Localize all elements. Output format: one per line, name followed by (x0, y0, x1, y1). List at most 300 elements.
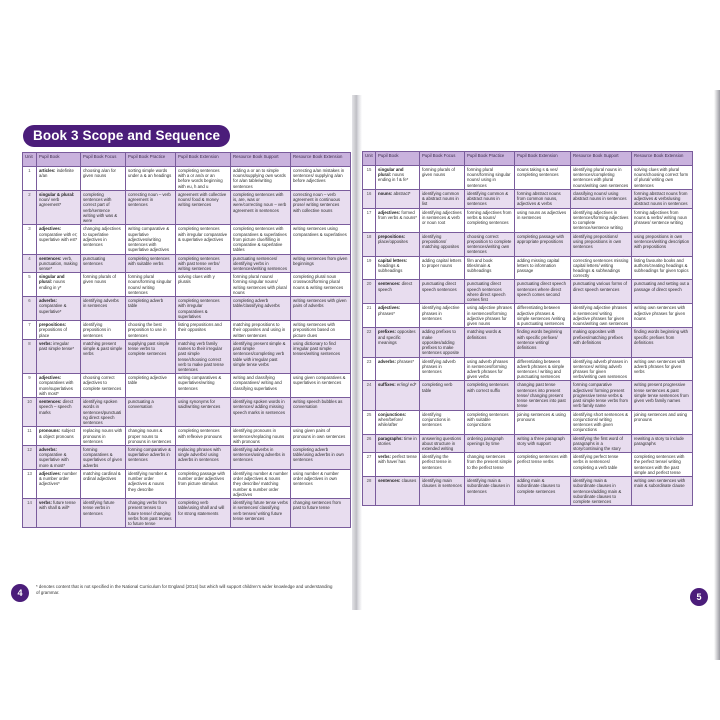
cell-rb-support: identifying adverbs in sentences/using adverbs in sentences (231, 446, 291, 470)
cell-extension: completing sentences with irregular comparatives & superlatives (176, 297, 231, 321)
topic-label: prepositions: (39, 322, 67, 328)
cell-unit: 12 (23, 446, 37, 470)
cell-rb-extension: using number & number order adjectives in own sentences (291, 469, 351, 498)
cell-pupil-book (376, 453, 420, 477)
cell-extension: replacing phrases with single adverbs/ using adverbs in sentences (176, 446, 231, 470)
col-header-rb-support: Resource Book Support (231, 153, 291, 167)
cell-rb-support: identifying adjectives in sentences/forming adjectives to complete sentence/sentence writing (571, 208, 632, 232)
cell-rb-support: forming comparative adjectives/ forming present progressive tense verbs & past simple tense verbs from verb family name (571, 381, 632, 410)
cell-unit: 24 (363, 381, 376, 410)
table-row (363, 453, 693, 477)
topic-label: adjectives: (39, 375, 62, 381)
cell-pupil-book (37, 321, 81, 340)
cell-unit: 20 (363, 280, 376, 304)
cell-pupil-book (376, 304, 420, 328)
cell-rb-extension: writing speech bubbles as conversation (291, 398, 351, 427)
cell-extension: differentiating between adjective phrases & simple sentences /writing & punctuating sentences (515, 304, 571, 328)
page-title: Book 3 Scope and Sequence (23, 125, 230, 147)
topic-detail: comparative with er; superlative with est* (39, 231, 78, 242)
cell-practice: choosing the best preposition to use in sentences (126, 321, 176, 340)
cell-extension: completing sentences with past tense verbs/ writing sentences (176, 254, 231, 273)
cell-extension: completing sentences with a or an/a or an before words beginning with eu, h and u (176, 167, 231, 191)
topic-detail: clauses (401, 478, 417, 484)
cell-pupil-book (37, 374, 81, 398)
footnote: * denotes content that is not specified in the National Curriculum for England (2014) but which will support children's wider knowledge and understanding of grammar. (36, 584, 333, 595)
cell-pupil-book (376, 280, 420, 304)
table-row (23, 190, 351, 224)
table-row (363, 256, 693, 280)
cell-practice: matching words & definitions (465, 328, 515, 357)
col-header-extension: Pupil Book Extension (176, 153, 231, 167)
topic-label: verbs: (39, 500, 52, 506)
cell-rb-extension: writing sentences with prepositions based on picture clues (291, 321, 351, 340)
col-header-practice: Pupil Book Practice (465, 152, 515, 166)
topic-label: articles: (39, 168, 56, 173)
cell-practice: changing sentences from the present simple to the perfect tense (465, 453, 515, 477)
cell-rb-support: identifying number & number order adjectives & nouns they describe/ matching number & number order adjectives (231, 469, 291, 498)
cell-unit: 14 (23, 499, 37, 528)
topic-detail: direct speech (378, 281, 413, 292)
cell-rb-support: identifying short sentences & conjunctions/ writing sentences with given conjunctions (571, 410, 632, 434)
cell-rb-extension: listing favourite books and authors/creating headings & subheadings for given topics (632, 256, 693, 280)
topic-label: paragraphs: (378, 435, 403, 441)
topic-detail: prepositions of place (39, 327, 67, 338)
table-row (23, 469, 351, 498)
cell-pupil-book (37, 273, 81, 297)
cell-focus: adding prefixes to make opposites/adding prefixes to make sentences opposite (420, 328, 465, 357)
cell-rb-support: classifying nouns/ using abstract nouns in sentences (571, 189, 632, 208)
cell-rb-extension: using given pairs of pronouns in own sentences (291, 427, 351, 446)
cell-extension: matching verb family names to their irregular past simple tense/choosing correct verb to make past tense sentences (176, 339, 231, 373)
cell-focus: changing adjectives to superlative adjectives in sentences (81, 225, 126, 254)
cell-rb-support: identifying main & subordinate clauses in sentences/adding main & subordinate clauses to complete sentences (571, 477, 632, 506)
cell-unit: 4 (23, 254, 37, 273)
cell-focus: replacing nouns with pronouns in sentences (81, 427, 126, 446)
topic-detail: phrases* (397, 358, 415, 364)
cell-pupil-book (376, 477, 420, 506)
cell-pupil-book (376, 357, 420, 381)
cell-rb-extension: finding words beginning with specific prefixes from definitions (632, 328, 693, 357)
topic-detail: direct speech – speech marks (39, 399, 74, 415)
cell-rb-support: identifying perfect tense verbs in sentences/ completing a verb table (571, 453, 632, 477)
cell-rb-support: completing adverb table/classifying adverbs (231, 297, 291, 321)
cell-extension: completing sentences with perfect tense verbs (515, 453, 571, 477)
table-row (363, 304, 693, 328)
cell-rb-support: identifying adverb phrases in sentences/ writing adverb phrases for given verbs/writing own sentences (571, 357, 632, 381)
topic-detail: place/opposites (378, 238, 408, 244)
table-row (363, 477, 693, 506)
topic-label: adverbs: (39, 298, 57, 304)
cell-pupil-book (37, 339, 81, 373)
cell-focus: identifying prepositions/ matching opposites (420, 232, 465, 256)
cell-focus: identifying the perfect tense in sentences (420, 453, 465, 477)
cell-practice: punctuating a conversation (126, 398, 176, 427)
cell-rb-support: completing sentences with comparatives & superlatives from picture clue/filling in comparative & superlative tables (231, 225, 291, 254)
cell-rb-support: punctuating various forms of direct speech sentences (571, 280, 632, 304)
cell-rb-extension: writing sentences with given pairs of adverbs (291, 297, 351, 321)
cell-practice: forming plural nouns/forming singular nouns/ using in sentences (465, 166, 515, 190)
cell-focus: identifying adjective phrases in sentences (420, 304, 465, 328)
cell-practice: completing sentences with suitable verbs (126, 254, 176, 273)
topic-label: pronouns: (39, 428, 61, 434)
cell-unit: 7 (23, 321, 37, 340)
cell-extension: completing passage with appropriate prepositions (515, 232, 571, 256)
cell-focus: completing verb table (420, 381, 465, 410)
topic-label: verbs: (378, 454, 391, 460)
topic-label: prepositions: (378, 233, 406, 239)
cell-extension: listing prepositions and their opposites (176, 321, 231, 340)
cell-practice: using adverb phrases in sentences/forming adverb phrases for given verbs (465, 357, 515, 381)
cell-extension: writing a three paragraph story with support (515, 434, 571, 453)
cell-unit: 16 (363, 189, 376, 208)
topic-detail: comparatives with more/superlatives with most* (39, 380, 74, 396)
cell-extension: solving clues with y plurals (176, 273, 231, 297)
cell-practice: using adjective phrases in sentences/forming adjective phrases for given nouns (465, 304, 515, 328)
cell-focus: matching present simple & past simple verbs (81, 339, 126, 373)
cell-rb-extension: completing plural noun crossword/forming plural nouns & writing sentences (291, 273, 351, 297)
cell-extension: changing past tense sentences into present tense/ changing present tense sentences into past tense (515, 381, 571, 410)
cell-practice: completing adjective table (126, 374, 176, 398)
cell-practice: forming comparative & superlative adverbs in sentences (126, 446, 176, 470)
cell-unit: 26 (363, 434, 376, 453)
cell-pupil-book (37, 499, 81, 528)
topic-detail: headings & subheadings (378, 262, 403, 273)
cell-rb-extension: solving clues with plural nouns/choosing correct form of plural/ writing own sentences (632, 166, 693, 190)
topic-label: sentences: (39, 255, 62, 261)
col-header-practice: Pupil Book Practice (126, 153, 176, 167)
cell-unit: 6 (23, 297, 37, 321)
cell-extension: punctuating direct speech sentences where direct speech comes second (515, 280, 571, 304)
cell-rb-support: correcting sentences missing capital letters/ writing headings & subheadings correctly (571, 256, 632, 280)
cell-rb-extension: writing own sentences with adverb phrases for given verbs (632, 357, 693, 381)
table-row (363, 328, 693, 357)
topic-label: conjunctions: (378, 411, 407, 417)
cell-focus: identifying main clauses in sentences (420, 477, 465, 506)
cell-pupil-book (37, 297, 81, 321)
cell-pupil-book (37, 427, 81, 446)
cell-extension: nouns taking s & ves/ completing sentences (515, 166, 571, 190)
cell-practice: changing verbs from present tenses to future tense/ changing verbs from past tenses to future tense (126, 499, 176, 528)
cell-rb-extension: writing own sentences with main & subordinate clause (632, 477, 693, 506)
col-header-unit: Unit (23, 153, 37, 167)
topic-detail: formed from verbs & nouns* (378, 209, 417, 220)
topic-label: capital letters: (378, 257, 408, 263)
topic-label: sentences: (39, 399, 62, 405)
cell-extension: writing comparatives & superlatives/writing sentences (176, 374, 231, 398)
scope-table-left (22, 152, 351, 528)
page-edge (714, 90, 720, 660)
table-row (23, 374, 351, 398)
cell-rb-support: making opposites with prefixes/matching prefixes with definitions (571, 328, 632, 357)
cell-extension: agreement with collective nouns/ food & money writing sentences (176, 190, 231, 224)
topic-detail: nouns ending in f & fe* (378, 172, 409, 183)
cell-rb-extension: punctuating and setting out a passage of direct speech (632, 280, 693, 304)
topic-label: suffixes: (378, 382, 396, 388)
cell-focus: identifying adverb phrases in sentences (420, 357, 465, 381)
col-header-focus: Pupil Book Focus (81, 153, 126, 167)
cell-unit: 27 (363, 453, 376, 477)
table-row (363, 166, 693, 190)
topic-label: adjectives: (378, 305, 401, 311)
cell-pupil-book (376, 256, 420, 280)
cell-extension: completing sentences with irregular comparative & superlative adjectives (176, 225, 231, 254)
cell-focus: choosing correct adjectives to complete sentences (81, 374, 126, 398)
cell-rb-extension: using given comparatives & superlatives in sentences (291, 374, 351, 398)
cell-rb-support: forming plural nouns/ forming singular nouns/ writing sentences with plural nouns (231, 273, 291, 297)
cell-practice: identifying main & subordinate clauses in sentences (465, 477, 515, 506)
col-header-unit: Unit (363, 152, 376, 166)
cell-pupil-book (37, 398, 81, 427)
topic-detail: nouns ending in y* (39, 279, 66, 290)
table-row (23, 297, 351, 321)
cell-unit: 1 (23, 167, 37, 191)
cell-rb-support: identifying adjective phrases in sentences/ writing adjective phrases for given nouns/writing own sentences (571, 304, 632, 328)
table-row (363, 434, 693, 453)
topic-label: singular & plural: (39, 191, 75, 197)
cell-extension: differentiating between adverb phrases & simple sentences / writing and punctuating sentences (515, 357, 571, 381)
cell-unit: 15 (363, 166, 376, 190)
cell-unit: 22 (363, 328, 376, 357)
cell-unit: 17 (363, 208, 376, 232)
cell-practice: choosing correct preposition to complete sentences/writing own sentences (465, 232, 515, 256)
cell-practice: changing nouns & proper nouns to pronouns in sentences (126, 427, 176, 446)
topic-label: prefixes: (378, 329, 396, 335)
table-row (23, 499, 351, 528)
topic-label: singular and plural: (378, 167, 404, 178)
cell-unit: 28 (363, 477, 376, 506)
topic-detail: er/ing/ ed* (396, 382, 417, 388)
topic-label: nouns: (378, 190, 393, 196)
table-row (363, 208, 693, 232)
cell-unit: 23 (363, 357, 376, 381)
cell-pupil-book (37, 225, 81, 254)
cell-practice: correcting noun – verb agreement in sentences (126, 190, 176, 224)
table-row (363, 280, 693, 304)
table-row (23, 427, 351, 446)
cell-practice: film and book titles/main & subheadings (465, 256, 515, 280)
cell-unit: 18 (363, 232, 376, 256)
cell-focus: identifying common & abstract nouns in list (420, 189, 465, 208)
topic-label: adverbs: (39, 447, 57, 453)
cell-pupil-book (376, 410, 420, 434)
cell-focus: answering questions about structure in extended writing (420, 434, 465, 453)
cell-focus: identifying adverbs in sentences (81, 297, 126, 321)
topic-label: verbs: (39, 340, 52, 346)
cell-extension: finding words beginning with specific prefixes/ sentence writing/ definitions (515, 328, 571, 357)
cell-focus: identifying future tense verbs in sentences (81, 499, 126, 528)
table-row (23, 273, 351, 297)
table-row (23, 254, 351, 273)
cell-extension: adding missing capital letters to information passage (515, 256, 571, 280)
cell-focus: identifying spoken words in sentences/punctuating direct speech sentences (81, 398, 126, 427)
topic-detail: comparative & superlative with more & most* (39, 452, 69, 468)
topic-detail: abstract* (393, 190, 411, 196)
cell-unit: 19 (363, 256, 376, 280)
table-header-row (23, 153, 351, 167)
cell-rb-extension: changing sentences from past to future tense (291, 499, 351, 528)
topic-detail: perfect tense with have/ has (378, 454, 417, 465)
cell-rb-support: identifying pronouns in sentences/replacing nouns with pronouns (231, 427, 291, 446)
cell-rb-support: identifying the first word of paragraphs in a story/continuing the story (571, 434, 632, 453)
cell-rb-extension: using prepositions in own sentences/writing description with prepositions (632, 232, 693, 256)
cell-rb-extension: writing own sentences with adjective phrases for given nouns (632, 304, 693, 328)
cell-unit: 25 (363, 410, 376, 434)
cell-practice: completing adverb table (126, 297, 176, 321)
topic-detail: verb, punctuation, making sense* (39, 255, 78, 271)
cell-pupil-book (37, 446, 81, 470)
table-row (363, 232, 693, 256)
cell-unit: 10 (23, 398, 37, 427)
cell-unit: 11 (23, 427, 37, 446)
cell-unit: 8 (23, 339, 37, 373)
col-header-pupil-book: Pupil Book (376, 152, 420, 166)
cell-extension: adding main & subordinate clauses to complete sentences (515, 477, 571, 506)
cell-rb-support: identifying spoken words in sentences/ adding missing speech marks in sentences (231, 398, 291, 427)
cell-pupil-book (376, 189, 420, 208)
cell-pupil-book (37, 190, 81, 224)
table-row (363, 357, 693, 381)
cell-rb-support: punctuating sentences/ identifying verbs in sentences/writing sentences (231, 254, 291, 273)
table-row (23, 167, 351, 191)
cell-practice: forming plural nouns/forming singular nouns/ writing sentences (126, 273, 176, 297)
topic-label: sentences: (378, 478, 401, 484)
cell-practice: completing sentences with correct suffix (465, 381, 515, 410)
cell-extension: completing verb table/using shall and will for strong statements (176, 499, 231, 528)
topic-label: adjectives: (378, 209, 401, 215)
table-row (23, 446, 351, 470)
cell-practice: supplying past simple tense verbs to complete sentences (126, 339, 176, 373)
table-row (23, 225, 351, 254)
cell-rb-extension: completing adverb table/using adverbs in own sentences (291, 446, 351, 470)
col-header-rb-extension: Resource Book Extension (632, 152, 693, 166)
cell-unit: 3 (23, 225, 37, 254)
topic-label: adverbs: (378, 358, 396, 364)
table-header-row (363, 152, 693, 166)
cell-rb-extension: completing sentences with the perfect tense/ writing sentences with the past simple and perfect tense (632, 453, 693, 477)
cell-focus: choosing a/an for given nouns (81, 167, 126, 191)
topic-detail: phrases* (378, 310, 395, 316)
cell-practice: writing comparative & superlative adjectives/writing sentences with superlative adjectives (126, 225, 176, 254)
cell-rb-support: adding a or an to simple nouns/supplying own words for a/an table/writing sentences (231, 167, 291, 191)
cell-practice: sorting simple words under a & an headings (126, 167, 176, 191)
cell-rb-support: identifying plural nouns in sentences/completing sentences with plural nouns/writing own sentences (571, 166, 632, 190)
page-number-left: 4 (11, 584, 29, 602)
cell-unit: 2 (23, 190, 37, 224)
cell-practice: forming adjectives from verbs & nouns/ completing sentences (465, 208, 515, 232)
table-row (23, 321, 351, 340)
page-number-right: 5 (690, 588, 708, 606)
cell-pupil-book (376, 232, 420, 256)
cell-extension: using nouns as adjectives in sentences (515, 208, 571, 232)
topic-detail: time in stories (378, 435, 417, 446)
cell-unit: 13 (23, 469, 37, 498)
col-header-rb-support: Resource Book Support (571, 152, 632, 166)
cell-rb-support: identifying present simple & past simple sentences/completing verb table with irregular past simple tense verbs (231, 339, 291, 373)
table-row (23, 398, 351, 427)
topic-label: singular and plural: (39, 274, 65, 285)
cell-rb-extension: forming abstract nouns from adjectives & verbs/using abstract nouns in sentences (632, 189, 693, 208)
cell-focus: punctuating sentences (81, 254, 126, 273)
cell-rb-extension: writing sentences using comparatives & superlatives (291, 225, 351, 254)
topic-detail: indefinite a/an (39, 168, 74, 179)
cell-focus: punctuating direct speech sentences (420, 280, 465, 304)
cell-focus: identifying adjectives in sentences & verb or noun root (420, 208, 465, 232)
cell-practice: identifying common & abstract nouns in sentences (465, 189, 515, 208)
cell-rb-extension: forming adjectives from nouns & verbs/ writing noun phrases/ sentence writing (632, 208, 693, 232)
topic-label: adjectives: (39, 470, 62, 476)
topic-detail: irregular past simple tense* (39, 340, 75, 352)
topic-detail: subject & object pronouns (39, 428, 76, 439)
table-row (363, 189, 693, 208)
cell-focus: matching cardinal & ordinal adjectives (81, 469, 126, 498)
cell-rb-support: identifying future tense verbs in sentences/ classifying verb tenses/ writing future tense sentences (231, 499, 291, 528)
cell-rb-extension: correcting a/an mistakes in sentences/ supplying a/an before adjectives (291, 167, 351, 191)
cell-pupil-book (37, 254, 81, 273)
cell-unit: 21 (363, 304, 376, 328)
cell-pupil-book (37, 469, 81, 498)
cell-practice: identifying number & number order adjectives & nouns they describe (126, 469, 176, 498)
cell-rb-extension: rewriting a story to include paragraphs (632, 434, 693, 453)
cell-rb-extension: writing sentences from given beginnings (291, 254, 351, 273)
topic-detail: opposites and specific meanings (378, 329, 416, 345)
cell-unit: 5 (23, 273, 37, 297)
table-body-right (363, 166, 693, 506)
cell-rb-extension: joining sentences and using pronouns (632, 410, 693, 434)
table-body-left (23, 167, 351, 528)
cell-rb-extension: correcting noun – verb agreement in continuous prose/ writing sentences with collective nouns (291, 190, 351, 224)
cell-rb-support: identifying prepositions/ using prepositions in own sentences (571, 232, 632, 256)
cell-practice: ordering paragraph openings by time (465, 434, 515, 453)
topic-detail: noun/ verb agreement* (39, 197, 62, 208)
cell-practice: completing sentences with suitable conjunctions (465, 410, 515, 434)
cell-rb-extension: using dictionary to find irregular past simple tenses/writing sentences (291, 339, 351, 373)
col-header-pupil-book: Pupil Book (37, 153, 81, 167)
cell-pupil-book (376, 434, 420, 453)
col-header-rb-extension: Resource Book Extension (291, 153, 351, 167)
cell-pupil-book (376, 208, 420, 232)
cell-pupil-book (376, 381, 420, 410)
cell-extension: completing sentences with reflexive pronouns (176, 427, 231, 446)
cell-rb-support: completing sentences with is, are, was or were/correcting noun – verb agreement in sentences (231, 190, 291, 224)
cell-rb-support: writing and classifying comparatives/ writing and classifying superlatives (231, 374, 291, 398)
cell-rb-extension: writing present progressive tense sentences & past simple tense sentences from given verb family names (632, 381, 693, 410)
cell-extension: using synonyms for said/writing sentences (176, 398, 231, 427)
cell-practice: punctuating direct speech sentences where direct speech comes first (465, 280, 515, 304)
topic-detail: number & number order adjectives* (39, 470, 77, 487)
cell-focus: identifying conjunctions in sentences (420, 410, 465, 434)
topic-label: adjectives: (39, 226, 62, 232)
scope-table-right (362, 151, 693, 506)
col-header-extension: Pupil Book Extension (515, 152, 571, 166)
table-row (363, 410, 693, 434)
col-header-focus: Pupil Book Focus (420, 152, 465, 166)
cell-focus: forming plurals of given nouns (81, 273, 126, 297)
cell-focus: identifying prepositions in sentences (81, 321, 126, 340)
cell-pupil-book (37, 167, 81, 191)
topic-detail: comparative & superlative* (39, 303, 67, 314)
topic-detail: when/before/ while/after (378, 416, 403, 428)
cell-focus: forming comparatives & superlatives of given adverbs (81, 446, 126, 470)
cell-extension: joining sentences & using pronouns (515, 410, 571, 434)
cell-pupil-book (376, 328, 420, 357)
cell-pupil-book (376, 166, 420, 190)
cell-focus: adding capital letters to proper nouns (420, 256, 465, 280)
topic-label: sentences: (378, 281, 401, 287)
cell-focus: forming plurals of given nouns (420, 166, 465, 190)
table-row (363, 381, 693, 410)
cell-unit: 9 (23, 374, 37, 398)
topic-detail: future tense with shall & will* (39, 500, 76, 511)
